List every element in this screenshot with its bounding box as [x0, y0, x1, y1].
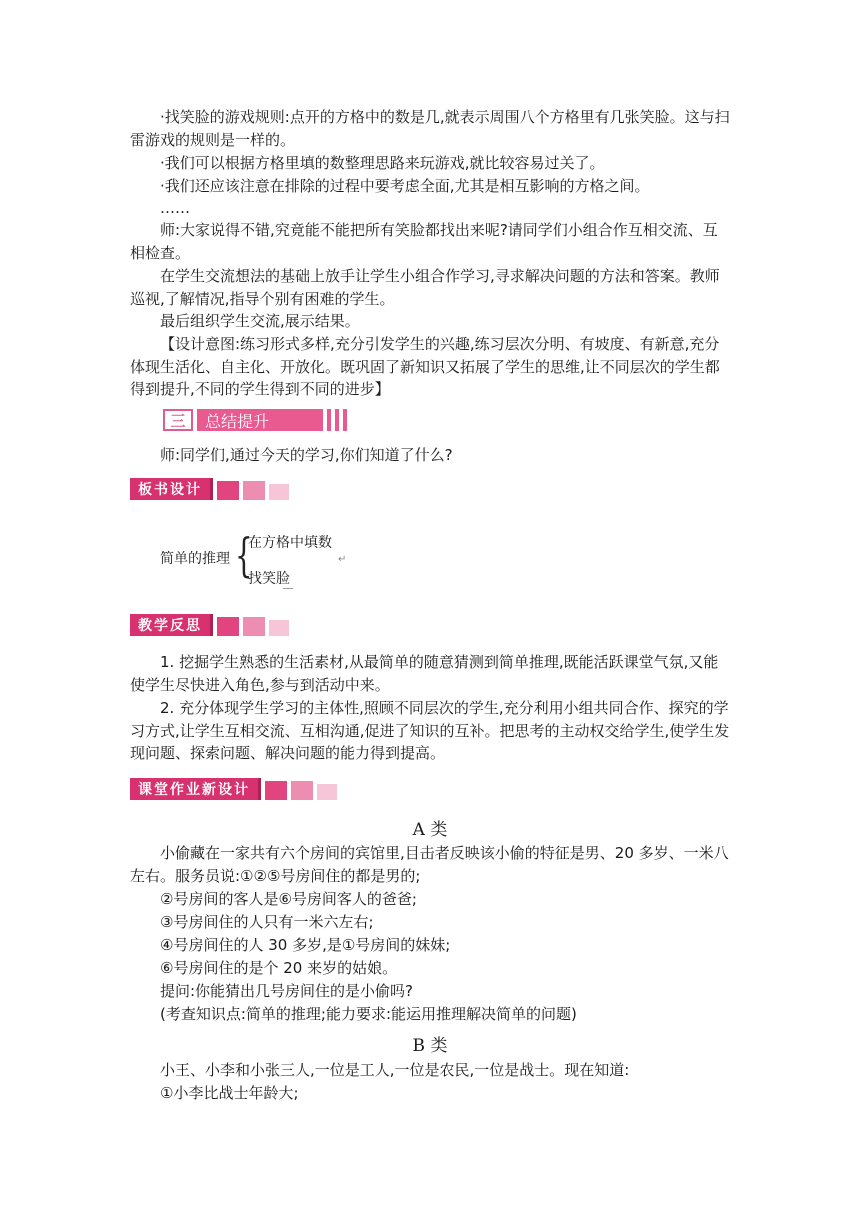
board-main-topic: 简单的推理	[160, 551, 230, 567]
reflection-item-1: 1. 挖掘学生熟悉的生活素材,从最简单的随意猜测到简单推理,既能活跃课堂气氛,又能使学生尽快进入角色,参与到活动中来。	[130, 653, 719, 694]
group-work-paragraph: 在学生交流想法的基础上放手让学生小组合作学习,寻求解决问题的方法和答案。教师巡视,了解情况,指导个别有困难的学生。	[130, 267, 720, 308]
decor-square	[265, 781, 287, 800]
decor-square	[269, 484, 289, 500]
decor-tick	[283, 588, 293, 589]
decor-square	[269, 620, 289, 636]
board-design-header	[130, 476, 289, 500]
class-a-line-4: ④号房间住的人 30 多岁,是①号房间的妹妹;	[160, 936, 451, 954]
header-label: 板书设计	[130, 478, 213, 500]
decor-square	[217, 481, 239, 500]
decor-square	[317, 784, 337, 800]
board-subtopic-2: 找笑脸	[248, 571, 290, 587]
class-b-line-1: 小王、小李和小张三人,一位是工人,一位是农民,一位是战士。现在知道:	[160, 1061, 630, 1079]
section-title: 总结提升	[197, 409, 323, 431]
ellipsis-line: ……	[160, 199, 190, 217]
class-a-line-2: ②号房间的客人是⑥号房间客人的爸爸;	[160, 890, 417, 908]
class-a-title: A 类	[412, 820, 448, 840]
summary-question: 师:同学们,通过今天的学习,你们知道了什么?	[160, 446, 453, 464]
teacher-paragraph: 师:大家说得不错,究竟能不能把所有笑脸都找出来呢?请同学们小组合作互相交流、互相检查。	[130, 221, 718, 262]
rule-paragraph-2: ·我们可以根据方格里填的数整理思路来玩游戏,就比较容易过关了。	[160, 154, 605, 172]
return-mark-icon: ↵	[338, 554, 347, 565]
decor-square	[217, 617, 239, 636]
section-summary-header	[163, 408, 347, 432]
class-b-line-2: ①小李比战士年龄大;	[160, 1084, 299, 1102]
decor-bar	[327, 409, 331, 431]
class-b-title: B 类	[412, 1036, 448, 1056]
rule-paragraph-3: ·我们还应该注意在排除的过程中要考虑全面,尤其是相互影响的方格之间。	[160, 177, 650, 195]
decor-square	[243, 481, 265, 500]
decor-square	[243, 617, 265, 636]
class-a-question: 提问:你能猜出几号房间住的是小偷吗?	[160, 982, 414, 1000]
reflection-header	[130, 612, 289, 636]
class-a-note: (考查知识点:简单的推理;能力要求:能运用推理解决简单的问题)	[160, 1005, 577, 1023]
header-label: 课堂作业新设计	[130, 778, 261, 800]
reflection-item-2: 2. 充分体现学生学习的主体性,照顾不同层次的学生,充分利用小组共同合作、探究的学习方式,让学生互相交流、互相沟通,促进了知识的互补。把思考的主动权交给学生,使学生发现问题、探索问题、解决问题的能力得到提高。	[130, 699, 730, 762]
exchange-paragraph: 最后组织学生交流,展示结果。	[160, 312, 360, 330]
class-a-line-5: ⑥号房间住的是个 20 来岁的姑娘。	[160, 959, 398, 977]
decor-square	[291, 781, 313, 800]
class-a-line-3: ③号房间住的人只有一米六左右;	[160, 913, 374, 931]
decor-bar	[343, 409, 347, 431]
brace-icon: {	[235, 528, 253, 582]
board-diagram	[160, 528, 370, 588]
class-a-line-1: 小偷藏在一家共有六个房间的宾馆里,目击者反映该小偷的特征是男、20 多岁、一米八左右。服务员说:①②⑤号房间住的都是男的;	[130, 844, 729, 885]
header-label: 教学反思	[130, 614, 213, 636]
decor-bar	[335, 409, 339, 431]
board-subtopic-1: 在方格中填数	[248, 535, 332, 551]
rule-paragraph-1: ·找笑脸的游戏规则:点开的方格中的数是几,就表示周围八个方格里有几张笑脸。这与扫雷游戏的规则是一样的。	[130, 108, 730, 149]
homework-header	[130, 776, 337, 800]
section-number: 三	[163, 409, 193, 431]
design-intent-paragraph: 【设计意图:练习形式多样,充分引发学生的兴趣,练习层次分明、有坡度、有新意,充分体现生活化、自主化、开放化。既巩固了新知识又拓展了学生的思维,让不同层次的学生都得到提升,不同的学生得到不同的进步】	[130, 335, 720, 398]
